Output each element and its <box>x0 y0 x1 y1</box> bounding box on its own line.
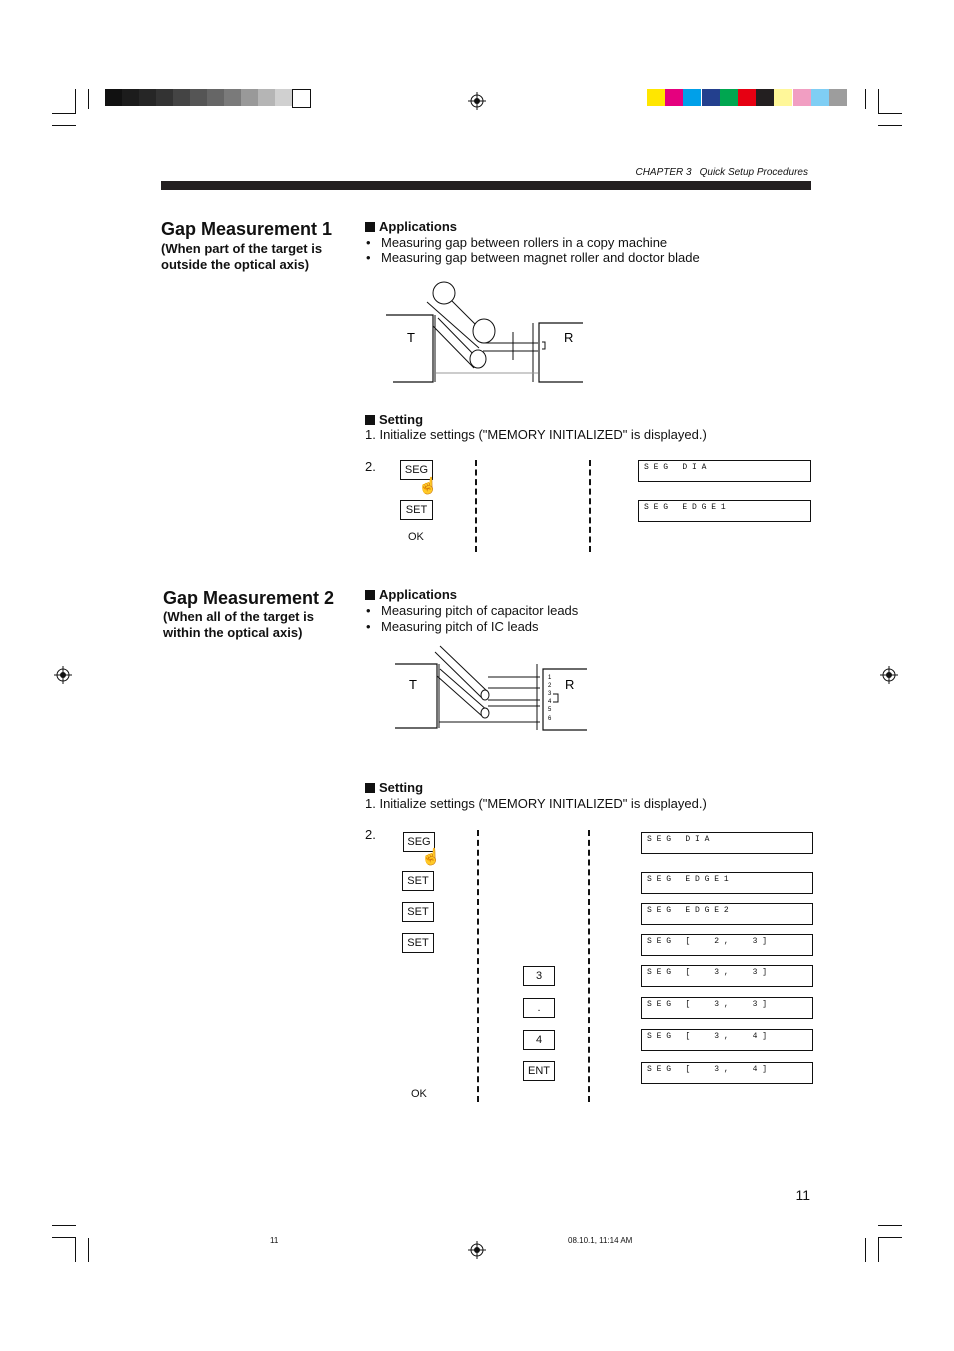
gap1-r-label: R <box>564 330 574 345</box>
gap1-application-item: • Measuring gap between rollers in a copy machine <box>366 235 667 250</box>
chapter-header <box>520 167 808 178</box>
seg-key[interactable]: SEG <box>403 832 435 852</box>
footer-page-ref: 11 <box>270 1236 279 1245</box>
lcd-display: S E G D I A <box>638 460 811 482</box>
enter-key[interactable]: ENT <box>523 1061 555 1081</box>
color-swatch <box>738 89 756 106</box>
color-swatch <box>774 89 792 106</box>
set-key[interactable]: SET <box>402 933 434 953</box>
registration-mark-right <box>880 666 898 684</box>
gap1-step2-label: 2. <box>365 459 376 474</box>
lcd-display: S E G [ 3 , 3 ] <box>641 965 813 987</box>
set-key[interactable]: SET <box>400 500 433 520</box>
gap1-roller-diagram <box>383 276 593 386</box>
lcd-display: S E G E D G E 1 <box>638 500 811 522</box>
chapter-number: CHAPTER 3 <box>635 167 692 178</box>
hand-pointer-icon: ☝ <box>421 849 441 866</box>
gap2-applications-heading: Applications <box>365 587 457 602</box>
gap1-subtitle: (When part of the target is outside the optical axis) <box>161 241 323 272</box>
chapter-title: Quick Setup Procedures <box>699 167 808 178</box>
color-swatch <box>720 89 738 106</box>
gap1-step1: 1. Initialize settings ("MEMORY INITIALIZED" is displayed.) <box>365 427 707 442</box>
color-swatch <box>829 89 847 106</box>
gray-swatch <box>292 89 311 108</box>
lcd-display: S E G [ 2 , 3 ] <box>641 934 813 956</box>
gap1-flow-line-left <box>475 460 477 552</box>
registration-mark-top <box>468 92 486 110</box>
gray-swatch <box>173 89 190 106</box>
color-swatch <box>756 89 774 106</box>
lead-number: 3 <box>548 691 552 697</box>
color-swatch <box>702 89 720 106</box>
color-swatch <box>647 89 665 106</box>
digit-3-key[interactable]: 3 <box>523 966 555 986</box>
gap2-ok-label: OK <box>411 1088 427 1100</box>
gap1-ok-label: OK <box>408 531 424 543</box>
footer-timestamp: 08.10.1, 11:14 AM <box>568 1236 633 1245</box>
lead-number: 2 <box>548 683 552 689</box>
gray-swatch <box>241 89 258 106</box>
gap1-setting-heading: Setting <box>365 412 423 427</box>
color-swatch <box>811 89 829 106</box>
gap2-flow-line-left <box>477 830 479 1102</box>
lead-number: 6 <box>548 716 552 722</box>
gray-swatch <box>105 89 122 106</box>
gap2-title: Gap Measurement 2 <box>163 588 335 608</box>
gap1-title: Gap Measurement 1 <box>161 219 333 239</box>
gap2-step2-label: 2. <box>365 827 376 842</box>
gap2-r-label: R <box>565 677 575 692</box>
registration-mark-left <box>54 666 72 684</box>
gap1-flow-line-right <box>589 460 591 552</box>
lcd-display: S E G E D G E 1 <box>641 872 813 894</box>
color-swatch <box>683 89 701 106</box>
color-swatch <box>665 89 683 106</box>
gray-swatch <box>207 89 224 106</box>
color-swatch <box>793 89 811 106</box>
gap1-t-label: T <box>407 330 415 345</box>
digit-4-key[interactable]: 4 <box>523 1030 555 1050</box>
header-rule <box>161 181 811 190</box>
gap2-application-item: • Measuring pitch of capacitor leads <box>366 603 578 618</box>
lcd-display: S E G E D G E 2 <box>641 903 813 925</box>
lcd-display: S E G [ 3 , 3 ] <box>641 997 813 1019</box>
gap2-setting-heading: Setting <box>365 780 423 795</box>
gray-swatch <box>156 89 173 106</box>
lead-number: 1 <box>548 675 552 681</box>
gap2-application-item: • Measuring pitch of IC leads <box>366 619 539 634</box>
lcd-display: S E G [ 3 , 4 ] <box>641 1062 813 1084</box>
gap2-t-label: T <box>409 677 417 692</box>
lcd-display: S E G [ 3 , 4 ] <box>641 1029 813 1051</box>
page-number: 11 <box>795 1187 810 1203</box>
set-key[interactable]: SET <box>402 902 434 922</box>
lcd-display: S E G D I A <box>641 832 813 854</box>
gray-swatch <box>190 89 207 106</box>
gap1-application-item: • Measuring gap between magnet roller and doctor blade <box>366 250 700 265</box>
lead-number: 4 <box>548 699 552 705</box>
hand-pointer-icon: ☝ <box>418 478 438 495</box>
registration-mark-bottom <box>468 1241 486 1259</box>
lead-number: 5 <box>548 707 552 713</box>
gray-swatch <box>258 89 275 106</box>
gray-swatch <box>122 89 139 106</box>
gray-swatch <box>139 89 156 106</box>
gap2-leads-diagram <box>390 644 595 736</box>
gap2-flow-line-right <box>588 830 590 1102</box>
decimal-point-key[interactable]: . <box>523 998 555 1018</box>
gap2-subtitle: (When all of the target is within the optical axis) <box>163 609 314 640</box>
set-key[interactable]: SET <box>402 871 434 891</box>
gray-swatch <box>224 89 241 106</box>
gray-swatch <box>275 89 292 106</box>
gap2-step1: 1. Initialize settings ("MEMORY INITIALIZED" is displayed.) <box>365 796 707 811</box>
gap1-applications-heading: Applications <box>365 219 457 234</box>
seg-key[interactable]: SEG <box>400 460 433 480</box>
